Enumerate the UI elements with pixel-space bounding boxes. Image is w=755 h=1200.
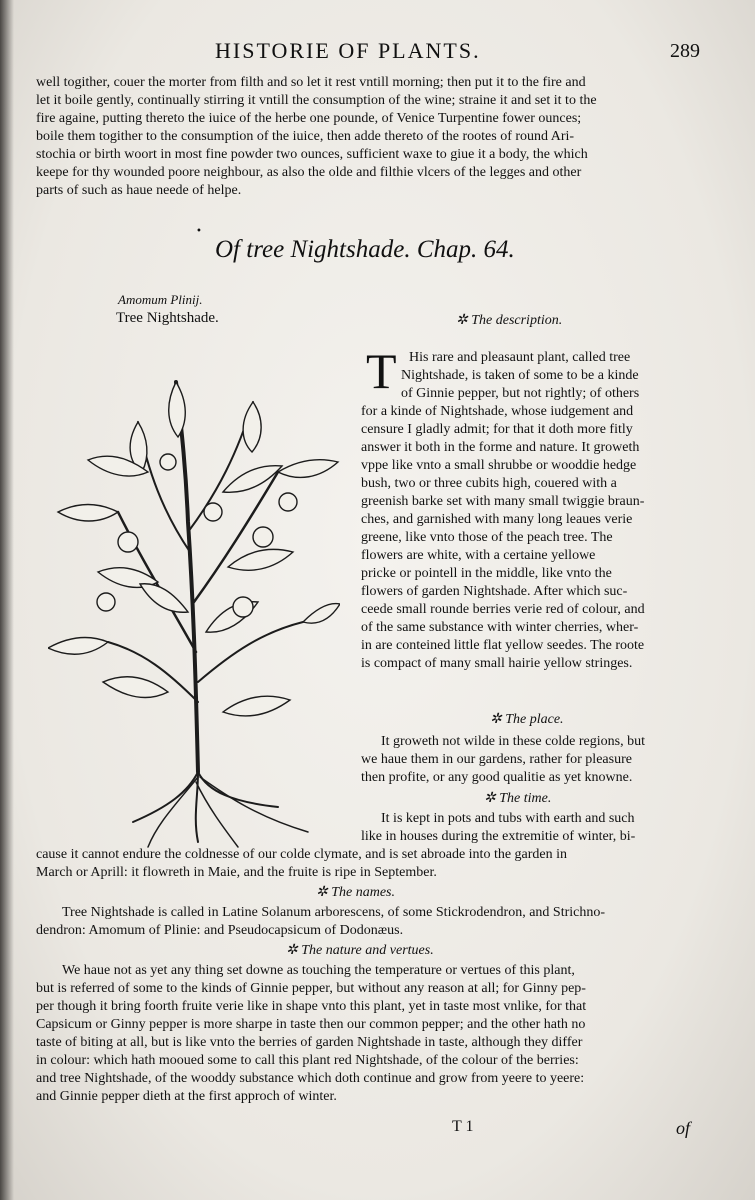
text-line: is compact of many small hairie yellow stringes. [361, 656, 633, 671]
text-line: flowers are white, with a certaine yellowe [361, 548, 596, 563]
catchword: of [676, 1118, 691, 1138]
text-line: ceede small rounde berries verie red of colour, and [361, 602, 645, 617]
section-heading-time: ✲ The time. [484, 791, 552, 806]
page-number: 289 [670, 40, 700, 62]
figure-caption-english: Tree Nightshade. [116, 310, 219, 326]
text-line: for a kinde of Nightshade, whose iudgement and [361, 404, 634, 419]
binding-shadow [0, 0, 14, 1200]
text-line: taste of biting at all, but is like vnto the berries of garden Nightshade in taste, although they differ [36, 1035, 583, 1050]
text-line: well togither, couer the morter from filth and so let it rest vntill morning; then put it to the fire and [36, 75, 586, 90]
text-line: flowers of garden Nightshade. After which suc- [361, 584, 628, 599]
text-line: of the same substance with winter cherries, wher- [361, 620, 639, 635]
text-line: fire againe, putting thereto the iuice of the herbe one pounde, of Venice Turpentine fower ounces; [36, 111, 582, 126]
text-line: March or Aprill: it flowreth in Maie, and the fruite is ripe in September. [36, 865, 437, 880]
text-line: It is kept in pots and tubs with earth and such [381, 811, 635, 826]
text-line: but is referred of some to the kinds of Ginnie pepper, but without any reason at all; for Ginny pep- [36, 981, 586, 996]
text-line: cause it cannot endure the coldnesse of our colde clymate, and is set abroade into the garden in [36, 847, 568, 862]
text-line: let it boile gently, continually stirring it vntill the consumption of the wine; straine it and set it to the [36, 93, 597, 108]
text-line: greenish barke set with many small twiggie braun- [361, 494, 645, 509]
text-line: of Ginnie pepper, but not rightly; of others [401, 386, 640, 401]
section-heading-description: ✲ The description. [456, 313, 563, 328]
text-line: bush, two or three cubits high, couered with a [361, 476, 617, 491]
chapter-title: Of tree Nightshade. Chap. 64. [215, 236, 515, 263]
text-line: in are conteined little flat yellow seedes. The roote [361, 638, 645, 653]
text-line: censure I gladly admit; for that it doth more fitly [361, 422, 633, 437]
text-line: stochia or birth woort in most fine powder two ounces, sufficient waxe to giue it a body, the which [36, 147, 588, 162]
tree-nightshade-illustration [48, 352, 340, 852]
drop-cap: T [366, 343, 397, 399]
text-line: then profite, or any good qualitie as yet knowne. [361, 770, 633, 785]
text-line: It groweth not wilde in these colde regions, but [381, 734, 645, 749]
text-line: parts of such as haue neede of helpe. [36, 183, 242, 198]
text-line: Nightshade, is taken of some to be a kinde [401, 368, 639, 383]
text-line: We haue not as yet any thing set downe as touching the temperature or vertues of this plant, [62, 963, 575, 978]
text-line: pricke or pointell in the middle, like vnto the [361, 566, 612, 581]
section-heading-place: ✲ The place. [490, 712, 564, 727]
text-line: greene, like vnto those of the peach tree. The [361, 530, 613, 545]
section-heading-names: ✲ The names. [316, 885, 396, 900]
figure-caption-latin: Amomum Plinij. [118, 292, 203, 307]
text-line: and Ginnie pepper dieth at the first approch of winter. [36, 1089, 337, 1104]
text-line: His rare and pleasaunt plant, called tree [409, 350, 631, 365]
signature-mark: T 1 [452, 1118, 474, 1135]
text-line: Capsicum or Ginny pepper is more sharpe in taste then our common pepper; and the other hath no [36, 1017, 586, 1032]
text-line: ches, and garnished with many long leaues verie [361, 512, 633, 527]
text-line: like in houses during the extremitie of winter, bi- [361, 829, 636, 844]
text-line: answer it both in the forme and nature. It groweth [361, 440, 640, 455]
running-header-title: HISTORIE OF PLANTS. [215, 38, 481, 63]
chapter-marker: • [196, 226, 202, 237]
text-line: dendron: Amomum of Plinie: and Pseudocapsicum of Dodonæus. [36, 923, 404, 938]
text-line: in colour: which hath mooued some to call this plant red Nightshade, of the colour of the berries: [36, 1053, 579, 1068]
text-line: and tree Nightshade, of the wooddy substance which doth continue and grow from yeere to yeere: [36, 1071, 585, 1086]
text-line: keepe for thy wounded poore neighbour, as also the olde and filthie vlcers of the legges and other [36, 165, 582, 180]
text-line: vppe like vnto a small shrubbe or wooddie hedge [361, 458, 637, 473]
text-line: per though it bring foorth fruite verie like in shape vnto this plant, yet in taste most vnlike, for that [36, 999, 587, 1014]
text-line: Tree Nightshade is called in Latine Solanum arborescens, of some Stickrodendron, and Strichno- [62, 905, 606, 920]
section-heading-nature: ✲ The nature and vertues. [286, 943, 434, 958]
text-line: boile them togither to the consumption of the iuice, then adde thereto of the rootes of round Ari- [36, 129, 575, 144]
text-line: we haue them in our gardens, rather for pleasure [361, 752, 632, 767]
